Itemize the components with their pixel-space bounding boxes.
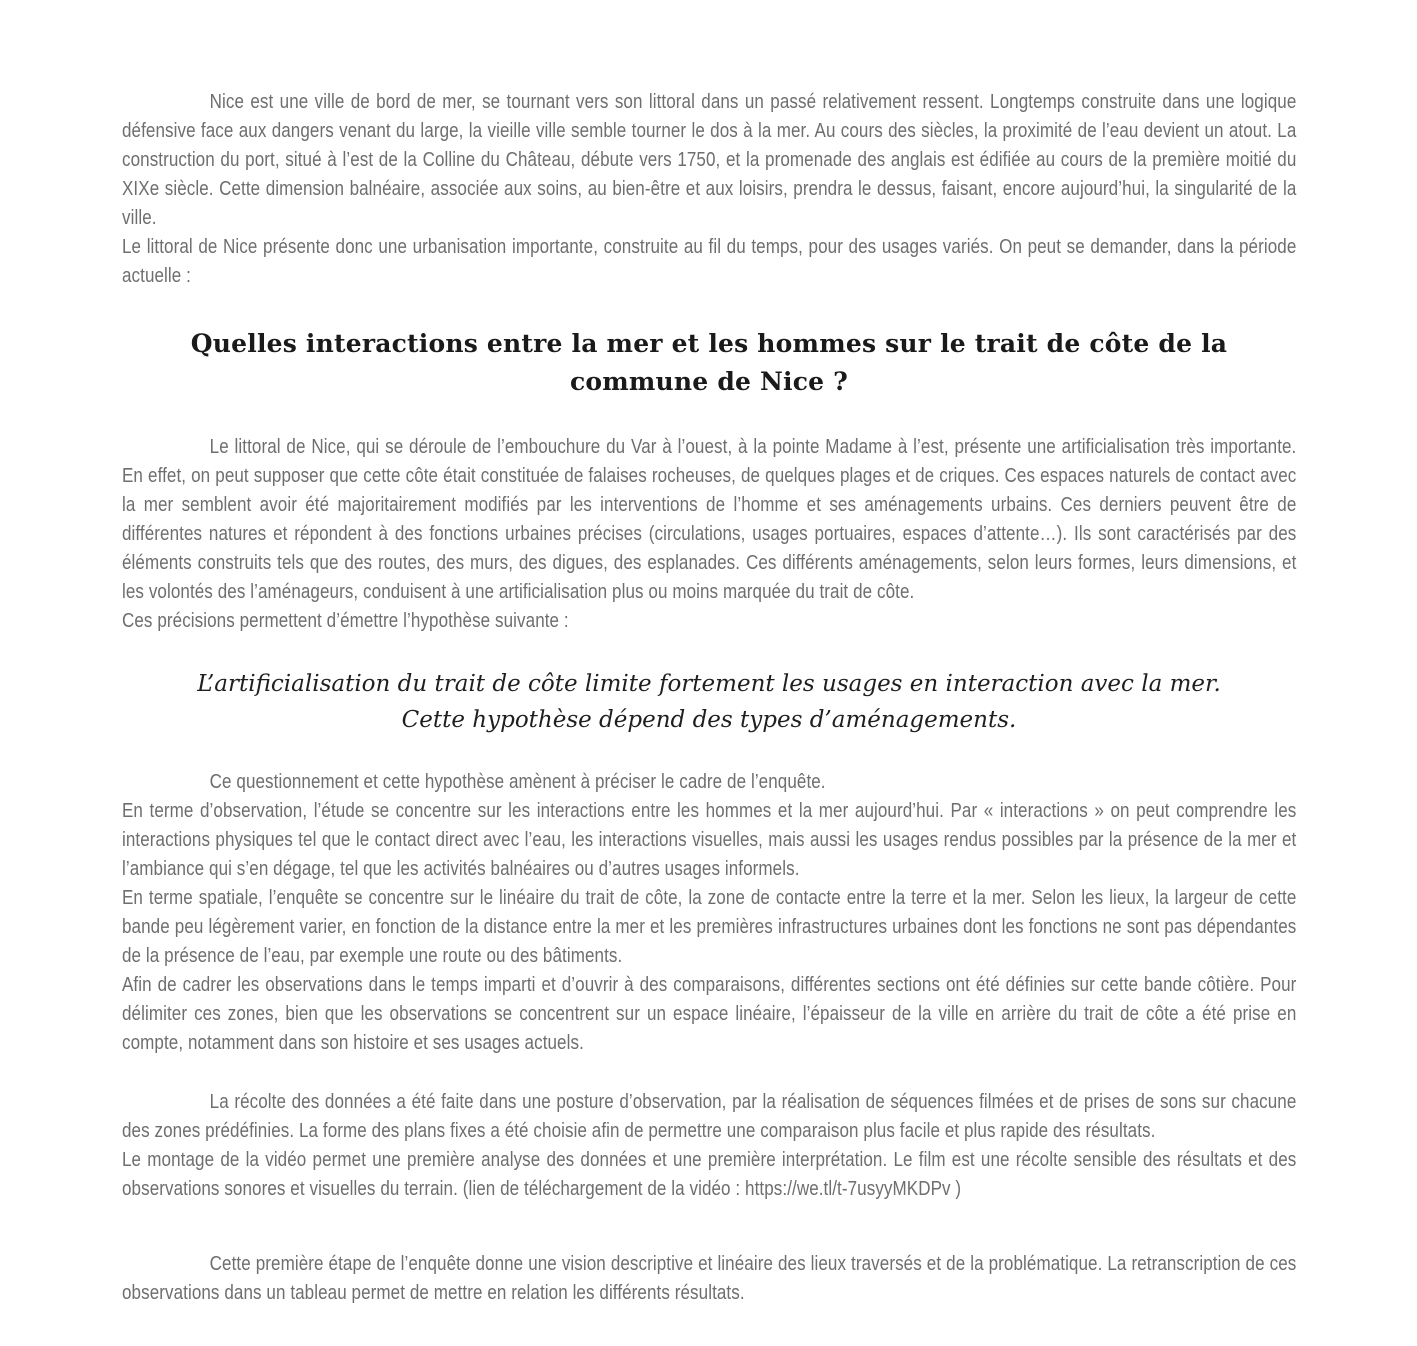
hypothesis-line-1: L’artificialisation du trait de côte limite fortement les usages en interaction avec la mer. xyxy=(197,671,1221,697)
video-download-link[interactable]: https://we.tl/t-7usyyMKDPv xyxy=(745,1178,951,1200)
framing-paragraph-1: Ce questionnement et cette hypothèse amènent à préciser le cadre de l’enquête. xyxy=(209,771,826,793)
intro-paragraph-1: Nice est une ville de bord de mer, se tournant vers son littoral dans un passé relativement ressent. Longtemps construite dans une logique défensive face aux dangers venant du large, la vieille ville semble tourner le dos à la mer. Au cours des siècles, la proximité de l’eau devient un atout. La construction du port, situé à l’est de la Colline du Château, débute vers 1750, et la promenade des anglais est édifiée au cours de la première moitié du XIXe siècle. Cette dimension balnéaire, associée aux soins, au bien-être et aux loisirs, prendra le dessus, faisant, encore aujourd’hui, la singularité de la ville. xyxy=(122,91,1297,229)
conclusion-section xyxy=(122,1250,1296,1308)
context-section xyxy=(122,433,1296,636)
method-paragraph-2 xyxy=(122,1146,1296,1204)
framing-paragraph-3: En terme spatiale, l’enquête se concentre sur le linéaire du trait de côte, la zone de contacte entre la terre et la mer. Selon les lieux, la largeur de cette bande peu légèrement varier, en fonction de la distance entre la mer et les premières infrastructures urbaines dont les fonctions ne sont pas dépendantes de la présence de l’eau, par exemple une route ou des bâtiments. xyxy=(122,887,1297,967)
hypothesis-intro: Ces précisions permettent d’émettre l’hypothèse suivante : xyxy=(122,610,569,632)
method-paragraph-2-closing: ) xyxy=(950,1178,962,1200)
method-section xyxy=(122,1088,1296,1204)
intro-paragraph-2: Le littoral de Nice présente donc une urbanisation importante, construite au fil du temps, pour des usages variés. On peut se demander, dans la période actuelle : xyxy=(122,236,1297,287)
hypothesis-block xyxy=(122,666,1296,738)
hypothesis-line-2: Cette hypothèse dépend des types d’aménagements. xyxy=(401,707,1017,733)
method-paragraph-2-text: Le montage de la vidéo permet une première analyse des données et une première interprétation. Le film est une récolte sensible des résultats et des observations sonores et visuelles du terrain. (lien de téléchargement de la vidéo : xyxy=(122,1149,1297,1200)
intro-section xyxy=(122,88,1296,291)
framing-section xyxy=(122,768,1296,1058)
research-question-heading: Quelles interactions entre la mer et les hommes sur le trait de côte de la commune de Nice ? xyxy=(190,329,1228,396)
framing-paragraph-2: En terme d’observation, l’étude se concentre sur les interactions entre les hommes et la mer aujourd’hui. Par « interactions » on peut comprendre les interactions physiques tel que le contact direct avec l’eau, les interactions visuelles, mais aussi les usages rendus possibles par la présence de la mer et l’ambiance qui s’en dégage, tel que les activités balnéaires ou d’autres usages informels. xyxy=(122,800,1297,880)
conclusion-paragraph: Cette première étape de l’enquête donne une vision descriptive et linéaire des lieux traversés et de la problématique. La retranscription de ces observations dans un tableau permet de mettre en relation les différents résultats. xyxy=(122,1253,1297,1304)
context-paragraph: Le littoral de Nice, qui se déroule de l’embouchure du Var à l’ouest, à la pointe Madame à l’est, présente une artificialisation très importante. En effet, on peut supposer que cette côte était constituée de falaises rocheuses, de quelques plages et de criques. Ces espaces naturels de contact avec la mer semblent avoir été majoritairement modifiés par les interventions de l’homme et ses aménagements urbains. Ces derniers peuvent être de différentes natures et répondent à des fonctions urbaines précises (circulations, usages portuaires, espaces d’attente…). Ils sont caractérisés par des éléments construits tels que des routes, des murs, des digues, des esplanades. Ces différents aménagements, selon leurs formes, leurs dimensions, et les volontés des l’aménageurs, conduisent à une artificialisation plus ou moins marquée du trait de côte. xyxy=(122,436,1297,603)
framing-paragraph-4: Afin de cadrer les observations dans le temps imparti et d’ouvrir à des comparaisons, différentes sections ont été définies sur cette bande côtière. Pour délimiter ces zones, bien que les observations se concentrent sur un espace linéaire, l’épaisseur de la ville en arrière du trait de côte a été prise en compte, notamment dans son histoire et ses usages actuels. xyxy=(122,974,1297,1054)
method-paragraph-1: La récolte des données a été faite dans une posture d’observation, par la réalisation de séquences filmées et de prises de sons sur chacune des zones prédéfinies. La forme des plans fixes a été choisie afin de permettre une comparaison plus facile et plus rapide des résultats. xyxy=(122,1091,1297,1142)
